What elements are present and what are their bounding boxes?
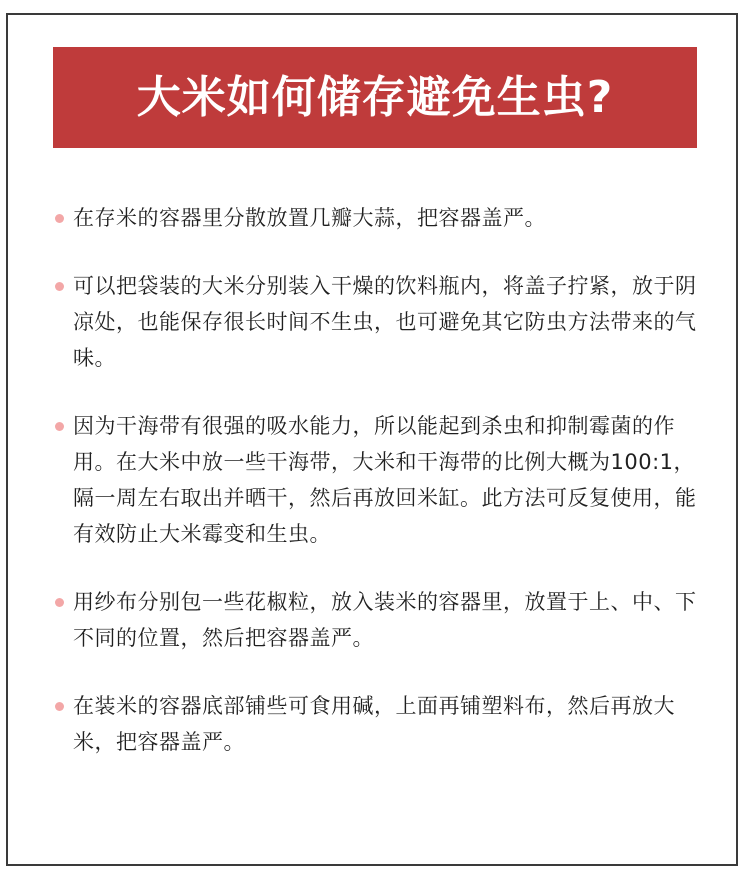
tip-text: 因为干海带有很强的吸水能力，所以能起到杀虫和抑制霉菌的作用。在大米中放一些干海带，大米和干海带的比例大概为100:1，隔一周左右取出并晒干，然后再放回米缸。此方法可反复使用，能有效防止大米霉变和生虫。 xyxy=(73,414,697,546)
title-banner xyxy=(53,47,697,148)
tip-item-4 xyxy=(53,584,713,656)
tip-text: 在装米的容器底部铺些可食用碱，上面再铺塑料布，然后再放大米，把容器盖严。 xyxy=(73,694,675,754)
tip-item-3 xyxy=(53,408,713,552)
tips-list xyxy=(53,200,713,792)
content-frame xyxy=(6,13,738,866)
bullet-dot-icon xyxy=(55,214,64,223)
bullet-dot-icon xyxy=(55,422,64,431)
tip-item-1 xyxy=(53,200,713,236)
bullet-dot-icon xyxy=(55,598,64,607)
tip-text: 用纱布分别包一些花椒粒，放入装米的容器里，放置于上、中、下不同的位置，然后把容器盖严。 xyxy=(73,590,697,650)
tip-text: 可以把袋装的大米分别装入干燥的饮料瓶内，将盖子拧紧，放于阴凉处，也能保存很长时间不生虫，也可避免其它防虫方法带来的气味。 xyxy=(73,274,697,370)
page-title: 大米如何储存避免生虫? xyxy=(136,71,614,123)
bullet-dot-icon xyxy=(55,282,64,291)
tip-item-2 xyxy=(53,268,713,376)
bullet-dot-icon xyxy=(55,702,64,711)
tip-item-5 xyxy=(53,688,713,760)
tip-text: 在存米的容器里分散放置几瓣大蒜，把容器盖严。 xyxy=(73,206,546,230)
